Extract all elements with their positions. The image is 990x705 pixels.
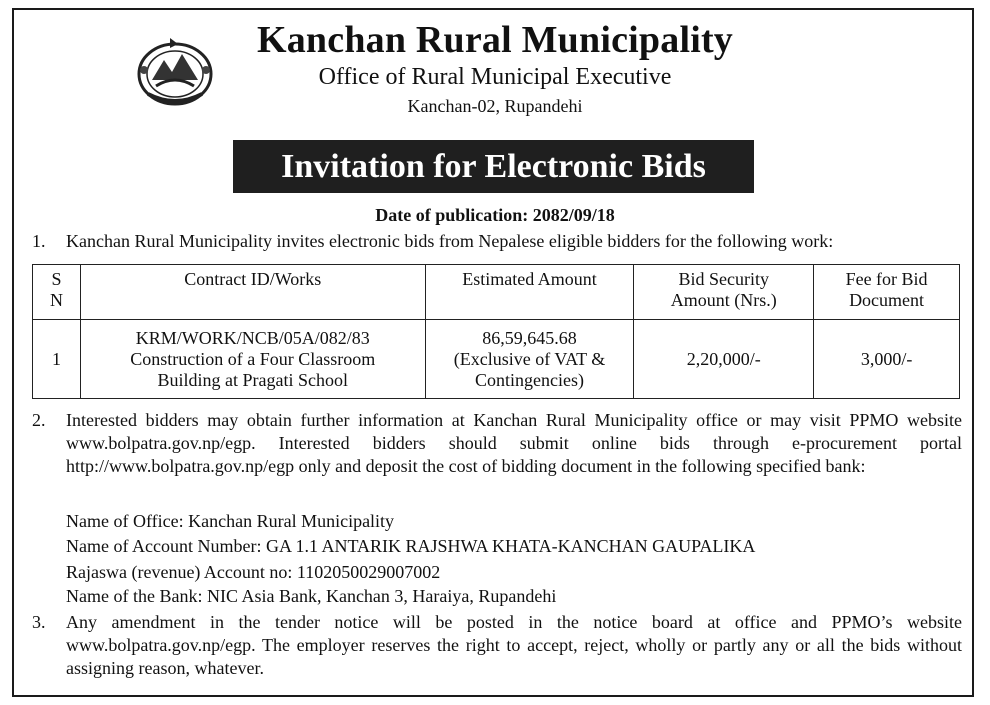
header-sn-line1: S bbox=[51, 269, 62, 289]
header-sn-line2: N bbox=[49, 290, 63, 310]
bank-office-name: Name of Office: Kanchan Rural Municipality bbox=[66, 511, 395, 531]
header-security bbox=[634, 265, 814, 320]
header-security-line1: Bid Security bbox=[678, 269, 769, 289]
item-1 bbox=[32, 230, 962, 253]
header-fee-line1: Fee for Bid bbox=[845, 269, 928, 289]
organization-name: Kanchan Rural Municipality bbox=[256, 19, 734, 61]
notice-title: Invitation for Electronic Bids bbox=[233, 140, 754, 193]
cell-sn: 1 bbox=[33, 320, 81, 399]
bid-table bbox=[32, 264, 960, 399]
header-works-label: Contract ID/Works bbox=[184, 269, 322, 289]
bank-name: Name of the Bank: NIC Asia Bank, Kanchan 3, Haraiya, Rupandehi bbox=[66, 586, 557, 606]
header-fee bbox=[814, 265, 960, 320]
cell-amount-line3: Contingencies) bbox=[475, 369, 584, 390]
header-amount bbox=[425, 265, 634, 320]
item-2 bbox=[32, 409, 962, 478]
bank-account-number: Name of Account Number: GA 1.1 ANTARIK RAJSHWA KHATA-KANCHAN GAUPALIKA bbox=[66, 536, 756, 556]
cell-amount bbox=[425, 320, 634, 399]
table-row bbox=[33, 320, 960, 399]
header-sn bbox=[33, 265, 81, 320]
revenue-account-number: Rajaswa (revenue) Account no: 1102050029007002 bbox=[66, 562, 441, 582]
publication-date: Date of publication: 2082/09/18 bbox=[375, 205, 615, 225]
cell-security: 2,20,000/- bbox=[634, 320, 814, 399]
cell-works-line1: KRM/WORK/NCB/05A/082/83 bbox=[135, 327, 370, 348]
item-2-text: Interested bidders may obtain further information at Kanchan Rural Municipality office or may visit PPMO website www.bolpatra.gov.np/egp. Interested bidders should submit online bids through e-procurement portal http://www.bolpatra.gov.np/egp only and deposit the cost of bidding document in the following specified bank: bbox=[66, 410, 962, 476]
office-name: Office of Rural Municipal Executive bbox=[318, 64, 672, 90]
item-2-number: 2. bbox=[32, 410, 46, 430]
header-works bbox=[80, 265, 425, 320]
cell-works-line2: Construction of a Four Classroom bbox=[130, 348, 376, 369]
item-3 bbox=[32, 611, 962, 680]
cell-works bbox=[80, 320, 425, 399]
header-security-line2: Amount (Nrs.) bbox=[670, 290, 777, 310]
table-header-row bbox=[33, 265, 960, 320]
item-1-text: Kanchan Rural Municipality invites electronic bids from Nepalese eligible bidders for the following work: bbox=[66, 231, 834, 251]
cell-amount-line1: 86,59,645.68 bbox=[482, 327, 577, 348]
item-3-number: 3. bbox=[32, 612, 46, 632]
item-1-number: 1. bbox=[32, 231, 46, 251]
header-fee-line2: Document bbox=[849, 290, 925, 310]
cell-amount-line2: (Exclusive of VAT & bbox=[453, 348, 606, 369]
cell-fee: 3,000/- bbox=[814, 320, 960, 399]
cell-works-line3: Building at Pragati School bbox=[157, 369, 349, 390]
item-3-text: Any amendment in the tender notice will be posted in the notice board at office and PPMO’s website www.bolpatra.gov.np/egp. The employer reserves the right to accept, reject, wholly or partly any or all the bids without assigning reason, whatever. bbox=[66, 612, 962, 678]
office-address: Kanchan-02, Rupandehi bbox=[407, 96, 583, 116]
header-amount-label: Estimated Amount bbox=[462, 269, 597, 289]
